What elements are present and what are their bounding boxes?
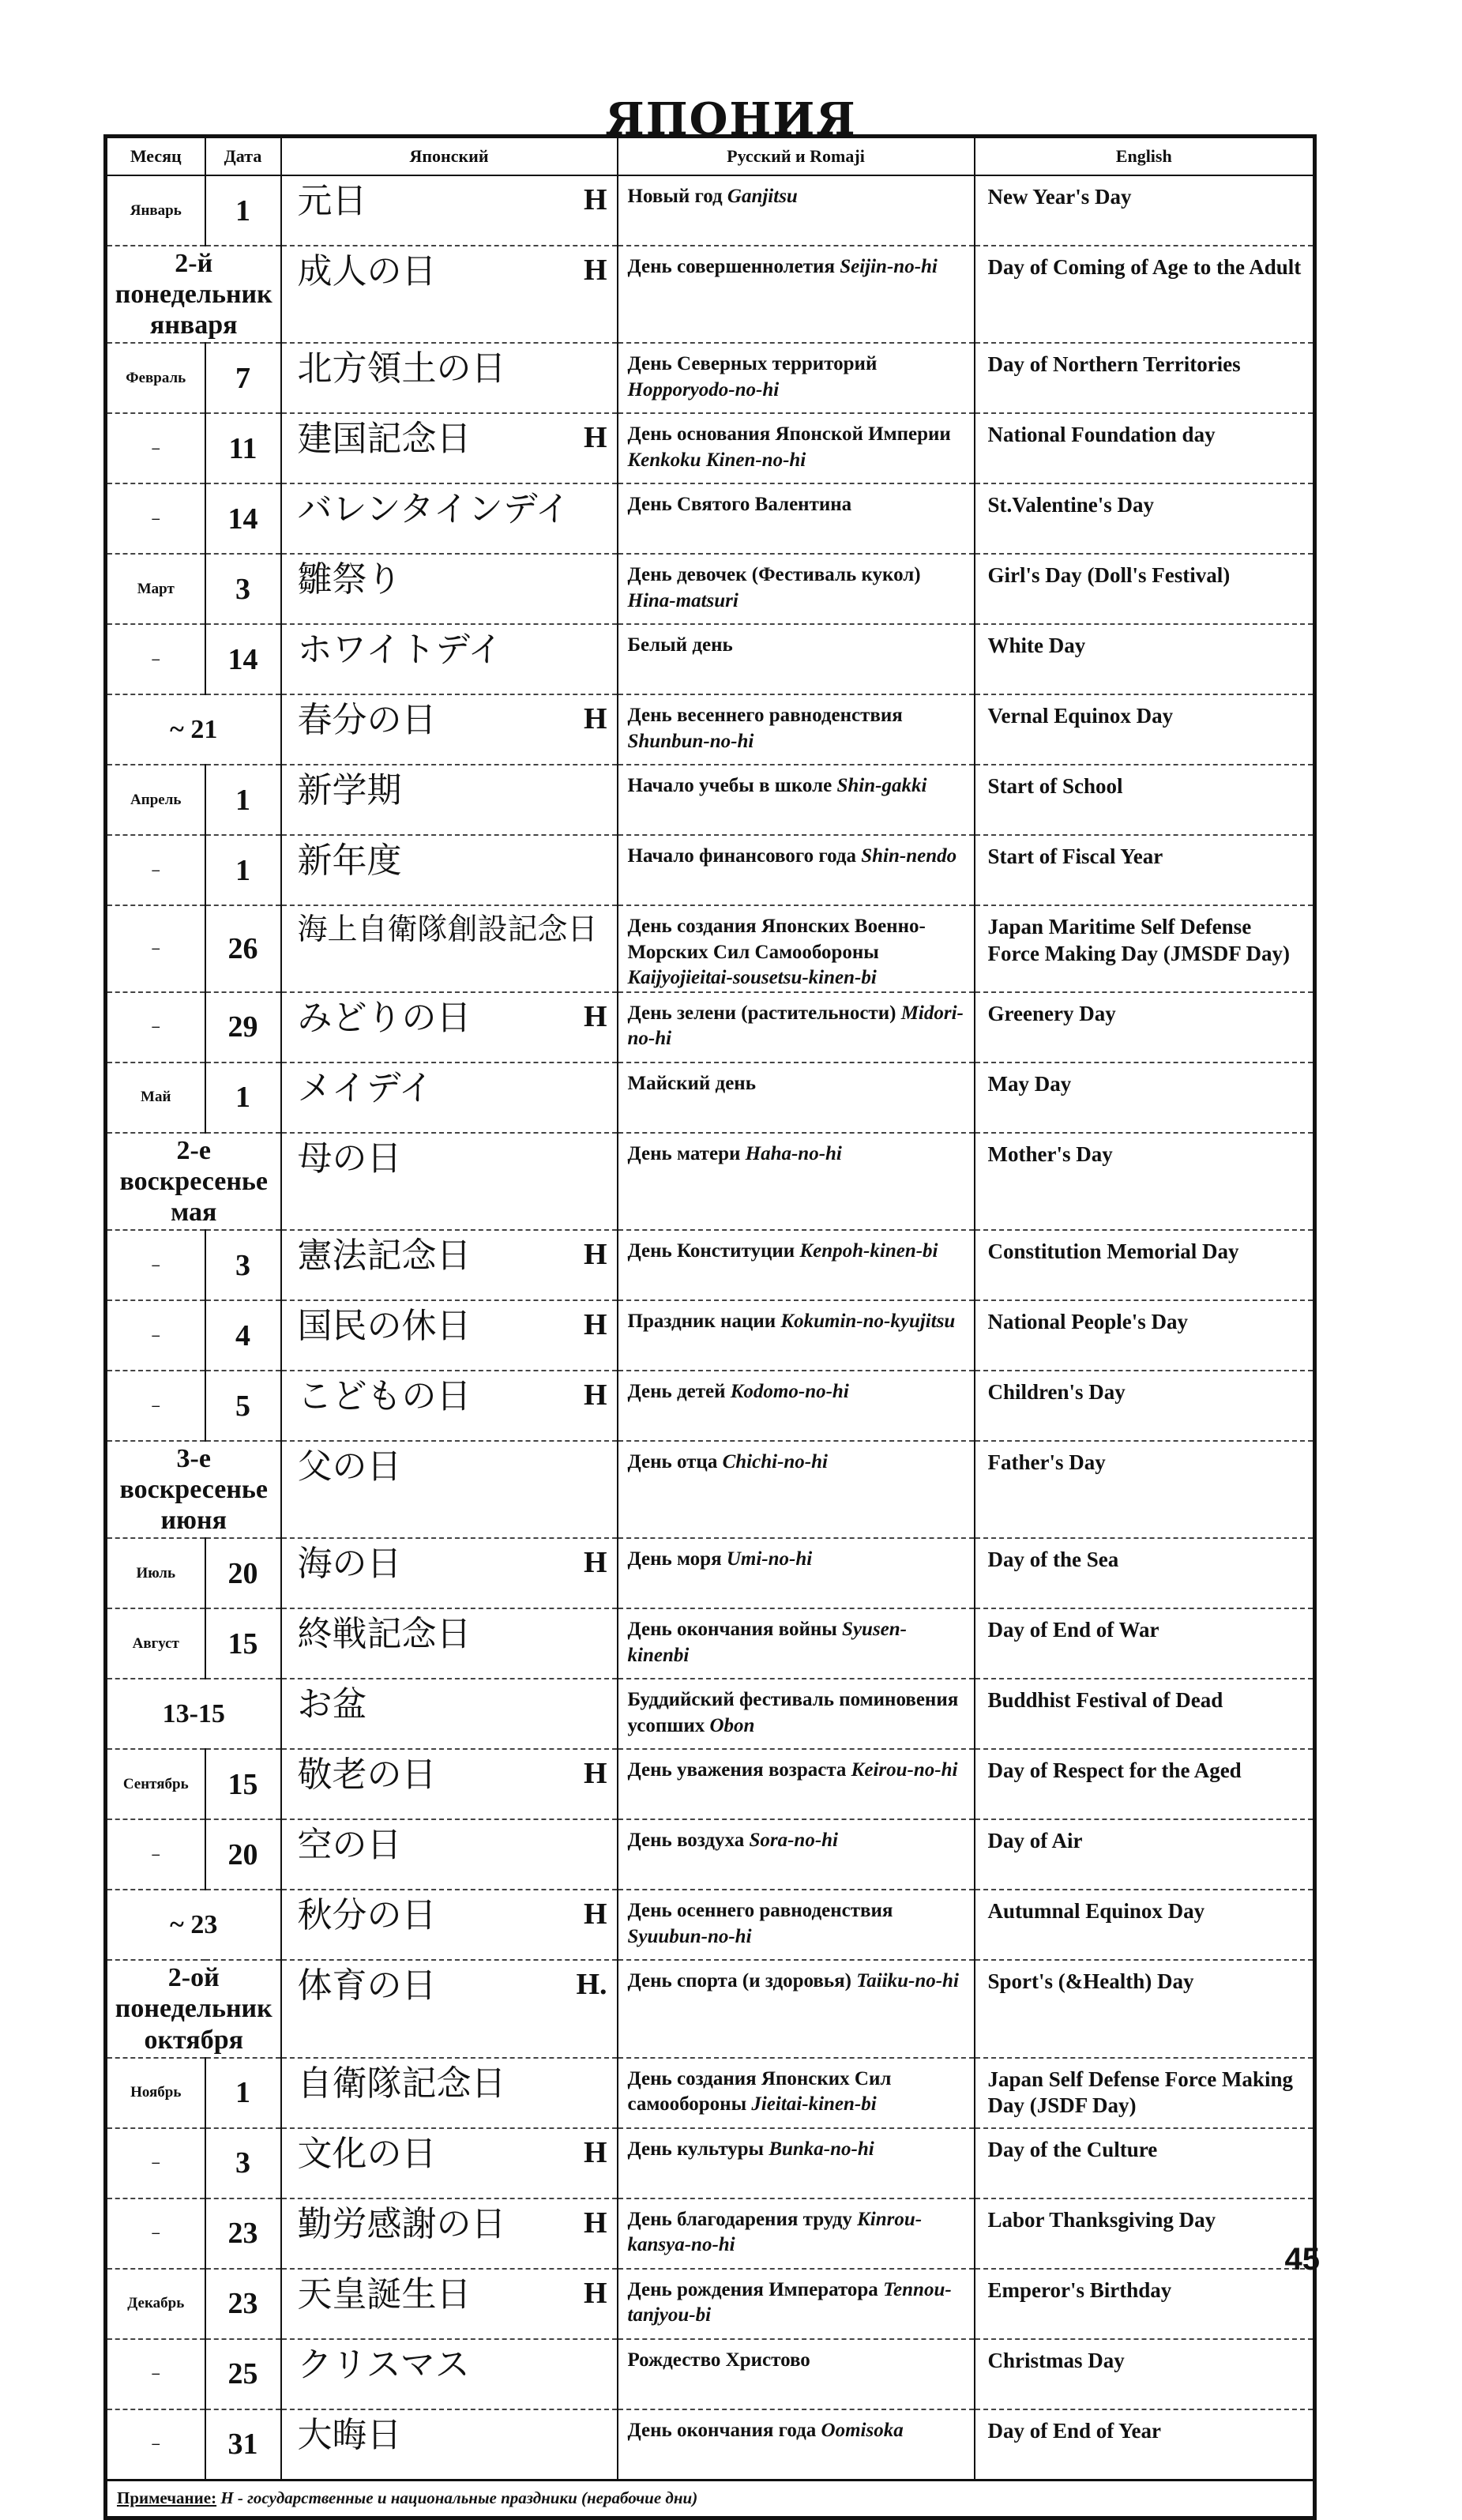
date-cell: 15 — [205, 1608, 281, 1679]
date-cell: 3 — [205, 554, 281, 624]
japanese-cell — [281, 835, 618, 905]
japanese-cell — [281, 694, 618, 765]
holiday-mark: H — [583, 999, 607, 1033]
english-cell: New Year's Day — [975, 175, 1315, 246]
romaji-name: Syusen-kinenbi — [627, 1619, 908, 1666]
russian-cell — [618, 1679, 975, 1749]
russian-cell — [618, 413, 975, 483]
russian-cell — [618, 1063, 975, 1133]
month-cell: Май — [106, 1063, 205, 1133]
holiday-mark: H — [583, 2276, 607, 2310]
russian-name: День уважения возраста — [627, 1759, 847, 1781]
english-cell: Vernal Equinox Day — [975, 694, 1315, 765]
table-row — [106, 992, 1315, 1063]
date-cell: 14 — [205, 624, 281, 694]
date-cell: 3 — [205, 1230, 281, 1300]
column-header-english: English — [975, 137, 1315, 176]
japanese-name: 海の日 — [297, 1544, 402, 1585]
japanese-name: 母の日 — [297, 1138, 402, 1179]
japanese-cell — [281, 1063, 618, 1133]
holiday-mark: H. — [576, 1968, 607, 2002]
date-cell: 1 — [205, 175, 281, 246]
month-cell: – — [106, 1230, 205, 1300]
russian-name: День отца — [627, 1451, 718, 1473]
japanese-name: 大晦日 — [297, 2414, 402, 2455]
month-cell: 3-е воскресенье июня — [106, 1441, 281, 1538]
japanese-cell — [281, 1300, 618, 1371]
table-row — [106, 2128, 1315, 2198]
russian-cell — [618, 2198, 975, 2269]
romaji-name: Seijin-no-hi — [840, 256, 938, 277]
holiday-mark: H — [583, 1898, 607, 1931]
column-header-japanese: Японский — [281, 137, 618, 176]
month-cell: Апрель — [106, 765, 205, 835]
english-cell: Emperor's Birthday — [975, 2269, 1315, 2339]
english-cell: Greenery Day — [975, 992, 1315, 1063]
russian-name: Новый год — [627, 186, 723, 207]
month-cell: Декабрь — [106, 2269, 205, 2339]
russian-name: День матери — [627, 1142, 741, 1164]
table-row — [106, 1608, 1315, 1679]
table-row — [106, 413, 1315, 483]
month-cell: – — [106, 413, 205, 483]
japanese-cell — [281, 554, 618, 624]
month-cell: Ноябрь — [106, 2058, 205, 2128]
english-cell: Children's Day — [975, 1371, 1315, 1441]
russian-cell — [618, 2058, 975, 2128]
table-row — [106, 1300, 1315, 1371]
holiday-mark: H — [583, 702, 607, 736]
russian-cell — [618, 2409, 975, 2481]
column-header-russian: Русский и Romaji — [618, 137, 975, 176]
date-cell: 1 — [205, 2058, 281, 2128]
russian-cell — [618, 554, 975, 624]
japanese-name: みどりの日 — [297, 997, 472, 1038]
note-cell — [106, 2480, 1315, 2518]
table-row — [106, 1960, 1315, 2057]
japanese-cell — [281, 2339, 618, 2409]
japanese-name: 終戦記念日 — [297, 1614, 472, 1655]
japanese-cell — [281, 1960, 618, 2057]
japanese-name: 勤労感謝の日 — [297, 2203, 506, 2244]
russian-cell — [618, 1300, 975, 1371]
japanese-cell — [281, 2269, 618, 2339]
english-cell: Christmas Day — [975, 2339, 1315, 2409]
romaji-name: Syuubun-no-hi — [627, 1925, 752, 1947]
russian-name: День весеннего равноденствия — [627, 705, 903, 727]
english-cell: Labor Thanksgiving Day — [975, 2198, 1315, 2269]
table-row — [106, 835, 1315, 905]
table-row — [106, 1371, 1315, 1441]
romaji-name: Chichi-no-hi — [722, 1451, 828, 1473]
russian-name: Рождество Христово — [627, 2349, 810, 2371]
english-cell: Day of Coming of Age to the Adult — [975, 246, 1315, 343]
japanese-cell — [281, 1230, 618, 1300]
month-cell: – — [106, 992, 205, 1063]
table-row — [106, 1819, 1315, 1890]
month-cell: – — [106, 2198, 205, 2269]
romaji-name: Bunka-no-hi — [769, 2138, 874, 2160]
table-row — [106, 1441, 1315, 1538]
japanese-name: 北方領土の日 — [297, 348, 506, 389]
month-cell: ~ 21 — [106, 694, 281, 765]
russian-name: День культуры — [627, 2138, 765, 2160]
month-cell: – — [106, 2128, 205, 2198]
japanese-name: 秋分の日 — [297, 1895, 437, 1936]
japanese-cell — [281, 2409, 618, 2481]
english-cell: National People's Day — [975, 1300, 1315, 1371]
month-cell: Январь — [106, 175, 205, 246]
japanese-cell — [281, 343, 618, 413]
english-cell: May Day — [975, 1063, 1315, 1133]
date-cell: 5 — [205, 1371, 281, 1441]
japanese-name: 空の日 — [297, 1825, 402, 1866]
english-cell: Day of Air — [975, 1819, 1315, 1890]
note-text: H - государственные и национальные праздники (нерабочие дни) — [220, 2488, 698, 2508]
date-cell: 23 — [205, 2198, 281, 2269]
english-cell: Constitution Memorial Day — [975, 1230, 1315, 1300]
russian-name: День Святого Валентина — [627, 494, 852, 516]
russian-cell — [618, 1819, 975, 1890]
russian-name: День девочек (Фестиваль кукол) — [627, 564, 921, 586]
month-cell: – — [106, 624, 205, 694]
date-cell: 20 — [205, 1819, 281, 1890]
japanese-cell — [281, 1890, 618, 1960]
romaji-name: Kaijyojieitai-sousetsu-kinen-bi — [627, 967, 877, 989]
russian-name: Начало учебы в школе — [627, 775, 832, 797]
date-cell: 25 — [205, 2339, 281, 2409]
russian-cell — [618, 835, 975, 905]
english-cell: Day of the Sea — [975, 1538, 1315, 1608]
holiday-mark: H — [583, 2206, 607, 2240]
russian-name: День создания Японских Военно-Морских Сил Самообороны — [627, 916, 926, 963]
date-cell: 31 — [205, 2409, 281, 2481]
table-row — [106, 2409, 1315, 2481]
romaji-name: Shin-gakki — [836, 775, 927, 797]
russian-cell — [618, 175, 975, 246]
japanese-cell — [281, 1371, 618, 1441]
month-cell: 2-е воскресенье мая — [106, 1133, 281, 1230]
note-label: Примечание: — [117, 2488, 217, 2508]
russian-name: День создания Японских Сил самообороны — [627, 2067, 892, 2116]
japanese-name: 天皇誕生日 — [297, 2274, 472, 2315]
russian-cell — [618, 1371, 975, 1441]
russian-name: Майский день — [627, 1072, 756, 1094]
table-row — [106, 624, 1315, 694]
holiday-mark: H — [583, 1378, 607, 1412]
russian-cell — [618, 624, 975, 694]
japanese-name: ホワイトデイ — [297, 630, 503, 671]
table-row — [106, 2198, 1315, 2269]
japanese-name: お盆 — [297, 1684, 367, 1725]
holiday-mark: H — [583, 254, 607, 287]
romaji-name: Kinrou-kansya-no-hi — [627, 2208, 923, 2256]
japanese-name: 雛祭り — [297, 559, 402, 600]
russian-name: День благодарения труду — [627, 2208, 852, 2230]
russian-name: День зелени (растительности) — [627, 1002, 896, 1024]
table-row — [106, 2058, 1315, 2128]
romaji-name: Obon — [709, 1714, 755, 1736]
romaji-name: Tennou-tanjyou-bi — [627, 2278, 952, 2326]
romaji-name: Umi-no-hi — [726, 1548, 813, 1570]
english-cell: Girl's Day (Doll's Festival) — [975, 554, 1315, 624]
month-cell: 2-ой понедельник октября — [106, 1960, 281, 2057]
japanese-name: 自衛隊記念日 — [297, 2063, 506, 2104]
holiday-mark: H — [583, 1308, 607, 1342]
japanese-name: 海上自衛隊創設記念日 — [297, 912, 598, 947]
russian-cell — [618, 1890, 975, 1960]
romaji-name: Haha-no-hi — [745, 1142, 842, 1164]
russian-cell — [618, 1749, 975, 1819]
russian-name: День Конституции — [627, 1240, 795, 1262]
english-cell: Start of School — [975, 765, 1315, 835]
japanese-name: 憲法記念日 — [297, 1236, 472, 1277]
date-cell: 11 — [205, 413, 281, 483]
month-cell: – — [106, 483, 205, 554]
holidays-table — [103, 134, 1317, 2520]
month-cell: Февраль — [106, 343, 205, 413]
russian-cell — [618, 992, 975, 1063]
romaji-name: Taiiku-no-hi — [856, 1970, 959, 1992]
romaji-name: Kodomo-no-hi — [730, 1381, 849, 1403]
table-header-row — [106, 137, 1315, 176]
romaji-name: Sora-no-hi — [749, 1830, 839, 1852]
month-cell: – — [106, 835, 205, 905]
russian-name: День окончания года — [627, 2419, 817, 2441]
japanese-name: 敬老の日 — [297, 1755, 437, 1796]
table-row — [106, 1679, 1315, 1749]
romaji-name: Ganjitsu — [727, 186, 798, 207]
japanese-cell — [281, 483, 618, 554]
russian-name: Буддийский фестиваль поминовения усопших — [627, 1689, 959, 1736]
romaji-name: Kokumin-no-kyujitsu — [780, 1311, 956, 1333]
table-row — [106, 483, 1315, 554]
table-row — [106, 1749, 1315, 1819]
japanese-cell — [281, 1133, 618, 1230]
date-cell: 23 — [205, 2269, 281, 2339]
english-cell: Day of the Culture — [975, 2128, 1315, 2198]
japanese-name: 父の日 — [297, 1446, 402, 1488]
table-row — [106, 343, 1315, 413]
japanese-cell — [281, 413, 618, 483]
table-row — [106, 765, 1315, 835]
russian-name: День Северных территорий — [627, 353, 878, 375]
holiday-mark: H — [583, 1546, 607, 1580]
romaji-name: Kenkoku Kinen-no-hi — [627, 449, 806, 471]
month-cell: ~ 23 — [106, 1890, 281, 1960]
date-cell: 26 — [205, 905, 281, 992]
holiday-mark: H — [583, 1238, 607, 1272]
russian-cell — [618, 1608, 975, 1679]
russian-name: День окончания войны — [627, 1619, 837, 1641]
japanese-cell — [281, 1819, 618, 1890]
month-cell: – — [106, 1300, 205, 1371]
month-cell: – — [106, 1819, 205, 1890]
japanese-cell — [281, 175, 618, 246]
russian-name: Белый день — [627, 634, 733, 656]
english-cell: Mother's Day — [975, 1133, 1315, 1230]
date-cell: 1 — [205, 765, 281, 835]
japanese-name: クリスマス — [297, 2344, 470, 2385]
month-cell: Сентябрь — [106, 1749, 205, 1819]
russian-cell — [618, 765, 975, 835]
romaji-name: Hina-matsuri — [627, 589, 739, 611]
russian-cell — [618, 1960, 975, 2057]
russian-name: День совершеннолетия — [627, 256, 835, 277]
japanese-name: 体育の日 — [297, 1965, 437, 2007]
japanese-cell — [281, 1608, 618, 1679]
table-row — [106, 1063, 1315, 1133]
russian-name: День спорта (и здоровья) — [627, 1970, 851, 1992]
date-cell: 3 — [205, 2128, 281, 2198]
japanese-name: 春分の日 — [297, 700, 437, 741]
russian-cell — [618, 905, 975, 992]
russian-name: День рождения Императора — [627, 2278, 878, 2300]
japanese-name: 元日 — [297, 181, 367, 221]
japanese-cell — [281, 624, 618, 694]
japanese-name: 新年度 — [297, 841, 402, 882]
table-row — [106, 2269, 1315, 2339]
japanese-name: バレンタインデイ — [297, 489, 570, 530]
page-title: ЯПОНИЯ — [605, 92, 857, 145]
date-cell: 29 — [205, 992, 281, 1063]
english-cell: Day of Respect for the Aged — [975, 1749, 1315, 1819]
table-row — [106, 246, 1315, 343]
english-cell: Day of End of War — [975, 1608, 1315, 1679]
date-cell: 1 — [205, 1063, 281, 1133]
english-cell: National Foundation day — [975, 413, 1315, 483]
table-body — [106, 175, 1315, 2480]
date-cell: 1 — [205, 835, 281, 905]
russian-name: День воздуха — [627, 1830, 745, 1852]
english-cell: Day of End of Year — [975, 2409, 1315, 2481]
holiday-mark: H — [583, 421, 607, 455]
table-row — [106, 694, 1315, 765]
romaji-name: Midori-no-hi — [627, 1002, 964, 1050]
romaji-name: Shin-nendo — [861, 845, 957, 867]
japanese-cell — [281, 1749, 618, 1819]
russian-cell — [618, 2339, 975, 2409]
japanese-name: 新学期 — [297, 770, 402, 811]
date-cell: 20 — [205, 1538, 281, 1608]
english-cell: Sport's (&Health) Day — [975, 1960, 1315, 2057]
date-cell: 14 — [205, 483, 281, 554]
japanese-cell — [281, 1679, 618, 1749]
month-cell: Март — [106, 554, 205, 624]
russian-cell — [618, 1133, 975, 1230]
japanese-cell — [281, 2198, 618, 2269]
japanese-cell — [281, 1538, 618, 1608]
russian-cell — [618, 694, 975, 765]
romaji-name: Jieitai-kinen-bi — [751, 2093, 877, 2116]
japanese-name: こどもの日 — [297, 1376, 472, 1417]
table-row — [106, 1230, 1315, 1300]
page-number: 45 — [1284, 2242, 1320, 2277]
russian-cell — [618, 2269, 975, 2339]
english-cell: White Day — [975, 624, 1315, 694]
japanese-cell — [281, 765, 618, 835]
russian-name: День осеннего равноденствия — [627, 1900, 893, 1922]
date-cell: 15 — [205, 1749, 281, 1819]
japanese-cell — [281, 1441, 618, 1538]
japanese-name: 成人の日 — [297, 251, 437, 291]
table-row — [106, 905, 1315, 992]
japanese-name: 国民の休日 — [297, 1306, 472, 1347]
japanese-cell — [281, 992, 618, 1063]
japanese-cell — [281, 246, 618, 343]
english-cell: Japan Self Defense Force Making Day (JSDF Day) — [975, 2058, 1315, 2128]
russian-name: День детей — [627, 1381, 726, 1403]
russian-name: Праздник нации — [627, 1311, 776, 1333]
month-cell: 2-й понедельник января — [106, 246, 281, 343]
month-cell: – — [106, 2339, 205, 2409]
english-cell: Japan Maritime Self Defense Force Making Day (JMSDF Day) — [975, 905, 1315, 992]
russian-cell — [618, 2128, 975, 2198]
romaji-name: Keirou-no-hi — [851, 1759, 958, 1781]
russian-cell — [618, 1441, 975, 1538]
month-cell: Август — [106, 1608, 205, 1679]
table-row — [106, 1133, 1315, 1230]
month-cell: Июль — [106, 1538, 205, 1608]
english-cell: St.Valentine's Day — [975, 483, 1315, 554]
english-cell: Start of Fiscal Year — [975, 835, 1315, 905]
romaji-name: Oomisoka — [821, 2419, 904, 2441]
column-header-month: Месяц — [106, 137, 205, 176]
month-cell: – — [106, 2409, 205, 2481]
month-cell: – — [106, 905, 205, 992]
romaji-name: Hopporyodo-no-hi — [627, 378, 780, 401]
japanese-name: メイデイ — [297, 1067, 434, 1108]
english-cell: Autumnal Equinox Day — [975, 1890, 1315, 1960]
english-cell: Father's Day — [975, 1441, 1315, 1538]
date-cell: 7 — [205, 343, 281, 413]
russian-name: День основания Японской Империи — [627, 423, 951, 446]
japanese-cell — [281, 2128, 618, 2198]
english-cell: Buddhist Festival of Dead — [975, 1679, 1315, 1749]
table-row — [106, 554, 1315, 624]
japanese-name: 文化の日 — [297, 2133, 437, 2174]
russian-cell — [618, 1230, 975, 1300]
holiday-mark: H — [583, 1757, 607, 1791]
japanese-name: 建国記念日 — [297, 419, 472, 460]
romaji-name: Shunbun-no-hi — [627, 730, 754, 752]
table-row — [106, 1538, 1315, 1608]
russian-name: Начало финансового года — [627, 845, 856, 867]
japanese-cell — [281, 905, 618, 992]
table-row — [106, 2339, 1315, 2409]
table-row — [106, 1890, 1315, 1960]
table-row — [106, 175, 1315, 246]
romaji-name: Kenpoh-kinen-bi — [799, 1240, 938, 1262]
russian-cell — [618, 1538, 975, 1608]
column-header-date: Дата — [205, 137, 281, 176]
holiday-mark: H — [583, 183, 607, 216]
english-cell: Day of Northern Territories — [975, 343, 1315, 413]
note-row — [106, 2480, 1315, 2518]
date-cell: 4 — [205, 1300, 281, 1371]
russian-cell — [618, 483, 975, 554]
russian-name: День моря — [627, 1548, 722, 1570]
russian-cell — [618, 246, 975, 343]
russian-cell — [618, 343, 975, 413]
month-cell: 13-15 — [106, 1679, 281, 1749]
japanese-cell — [281, 2058, 618, 2128]
month-cell: – — [106, 1371, 205, 1441]
holiday-mark: H — [583, 2135, 607, 2169]
